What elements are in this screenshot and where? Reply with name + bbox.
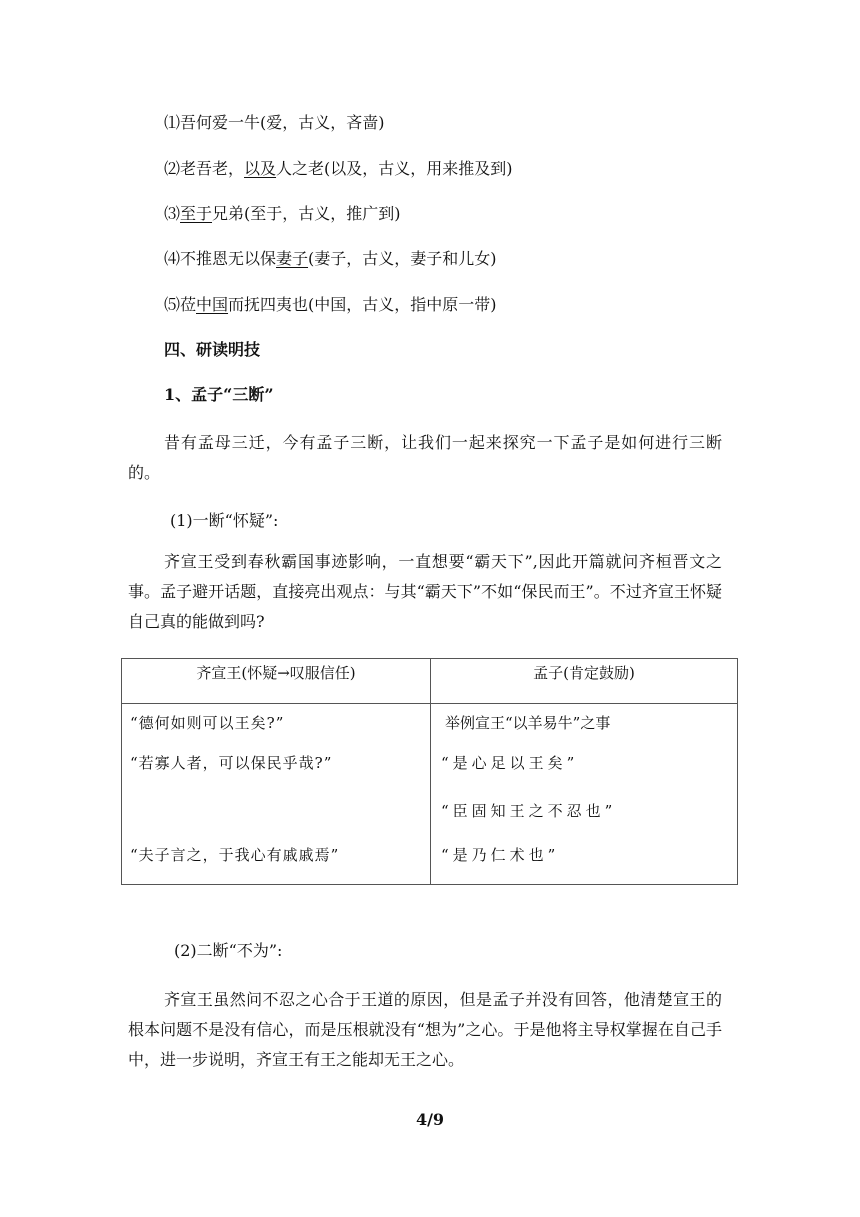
quote-line: 举例宣王“以羊易牛”之事 (445, 714, 611, 732)
list-item: ⑶至于兄弟(至于，古义，推广到) (164, 204, 401, 223)
list-item: ⑴吾何爱一牛(爱，古义，吝啬) (164, 113, 385, 132)
table-cell-left (122, 704, 431, 885)
intro-paragraph: 昔有孟母三迁，今有孟子三断，让我们一起来探究一下孟子是如何进行三断的。 (128, 433, 722, 482)
quote-line: “德何如则可以王矣?” (130, 714, 285, 732)
part2-paragraph: 齐宣王虽然问不忍之心合于王道的原因，但是孟子并没有回答，他清楚宣王的根本问题不是没有信心，而是压根就没有“想为”之心。于是他将主导权掌握在自己手中，进一步说明，齐宣王有王之能却无王之心。 (128, 990, 722, 1069)
sub-heading: 1、孟子“三断” (164, 385, 274, 404)
part2-title: (2)二断“不为”: (174, 941, 283, 960)
section-heading: 四、研读明技 (164, 340, 261, 359)
quote-line: “是心足以王矣” (441, 754, 579, 772)
quote-line: “是乃仁术也” (441, 846, 560, 864)
table-header-left: 齐宣王(怀疑→叹服信任) (122, 659, 431, 704)
quote-line: “臣固知王之不忍也” (441, 802, 617, 820)
quote-line: “夫子言之，于我心有戚戚焉” (130, 846, 340, 864)
table-cell-right (431, 704, 738, 885)
table-header-right: 孟子(肯定鼓励) (431, 659, 738, 704)
list-item: ⑵老吾老，以及人之老(以及，古义，用来推及到) (164, 159, 513, 178)
quote-line: “若寡人者，可以保民乎哉?” (130, 754, 333, 772)
list-item: ⑷不推恩无以保妻子(妻子，古义，妻子和儿女) (164, 249, 497, 268)
comparison-table (121, 658, 738, 885)
part1-paragraph: 齐宣王受到春秋霸国事迹影响，一直想要“霸天下”,因此开篇就问齐桓晋文之事。孟子避开话题，直接亮出观点：与其“霸天下”不如“保民而王”。不过齐宣王怀疑自己真的能做到吗? (128, 552, 722, 631)
page-number: 4/9 (415, 1110, 445, 1129)
part1-title: (1)一断“怀疑”: (170, 511, 279, 530)
list-item: ⑸莅中国而抚四夷也(中国，古义，指中原一带) (164, 295, 497, 314)
